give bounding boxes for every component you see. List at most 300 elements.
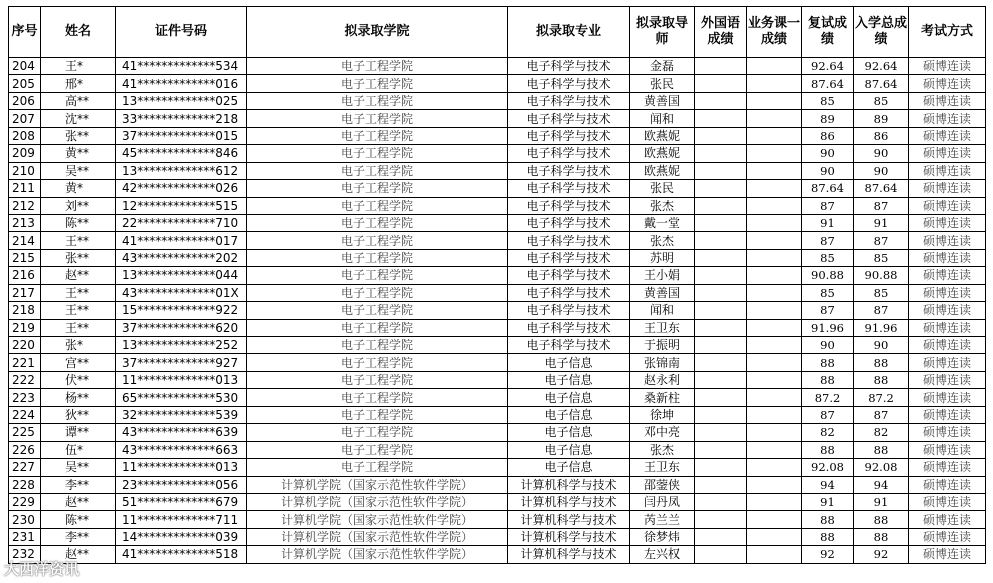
table-row bbox=[9, 337, 986, 354]
exam-type-cell: 硕博连读 bbox=[909, 371, 986, 388]
retest-score-cell: 87.64 bbox=[802, 180, 854, 197]
major-cell: 电子信息 bbox=[508, 441, 630, 458]
major-cell: 电子科学与技术 bbox=[508, 110, 630, 127]
advisor-cell: 王卫东 bbox=[630, 319, 695, 336]
name-cell: 赵** bbox=[41, 267, 116, 284]
admission-list-sheet bbox=[8, 6, 985, 564]
foreign-lang-cell bbox=[695, 441, 747, 458]
total-score-cell: 88 bbox=[854, 528, 909, 545]
serial-cell: 219 bbox=[9, 319, 41, 336]
retest-score-cell: 88 bbox=[802, 528, 854, 545]
course-one-cell bbox=[747, 441, 802, 458]
foreign-lang-cell bbox=[695, 267, 747, 284]
advisor-cell: 闻和 bbox=[630, 302, 695, 319]
course-one-cell bbox=[747, 145, 802, 162]
course-one-cell bbox=[747, 476, 802, 493]
retest-score-cell: 92.08 bbox=[802, 459, 854, 476]
id-number-cell: 15*************922 bbox=[116, 302, 247, 319]
exam-type-cell: 硕博连读 bbox=[909, 441, 986, 458]
admission-table bbox=[8, 6, 986, 564]
serial-cell: 208 bbox=[9, 127, 41, 144]
course-one-cell bbox=[747, 354, 802, 371]
serial-cell: 228 bbox=[9, 476, 41, 493]
name-cell: 邢* bbox=[41, 75, 116, 92]
advisor-cell: 苏明 bbox=[630, 249, 695, 266]
advisor-cell: 赵永利 bbox=[630, 371, 695, 388]
table-row bbox=[9, 58, 986, 75]
exam-type-cell: 硕博连读 bbox=[909, 476, 986, 493]
name-cell: 张** bbox=[41, 249, 116, 266]
college-cell: 电子工程学院 bbox=[247, 284, 508, 301]
name-cell: 狄** bbox=[41, 406, 116, 423]
header-col-foreign-lang: 外国语成绩 bbox=[695, 7, 747, 58]
foreign-lang-cell bbox=[695, 197, 747, 214]
name-cell: 黄* bbox=[41, 180, 116, 197]
header-col-course-one: 业务课一成绩 bbox=[747, 7, 802, 58]
id-number-cell: 11*************013 bbox=[116, 371, 247, 388]
id-number-cell: 51*************679 bbox=[116, 493, 247, 510]
college-cell: 电子工程学院 bbox=[247, 424, 508, 441]
retest-score-cell: 91 bbox=[802, 214, 854, 231]
header-col-college: 拟录取学院 bbox=[247, 7, 508, 58]
header-col-total: 入学总成绩 bbox=[854, 7, 909, 58]
serial-cell: 224 bbox=[9, 406, 41, 423]
foreign-lang-cell bbox=[695, 249, 747, 266]
course-one-cell bbox=[747, 284, 802, 301]
serial-cell: 212 bbox=[9, 197, 41, 214]
exam-type-cell: 硕博连读 bbox=[909, 58, 986, 75]
advisor-cell: 左兴权 bbox=[630, 546, 695, 563]
course-one-cell bbox=[747, 92, 802, 109]
total-score-cell: 92 bbox=[854, 546, 909, 563]
name-cell: 高** bbox=[41, 92, 116, 109]
serial-cell: 207 bbox=[9, 110, 41, 127]
major-cell: 电子科学与技术 bbox=[508, 214, 630, 231]
serial-cell: 205 bbox=[9, 75, 41, 92]
advisor-cell: 黄善国 bbox=[630, 284, 695, 301]
id-number-cell: 43*************663 bbox=[116, 441, 247, 458]
foreign-lang-cell bbox=[695, 284, 747, 301]
serial-cell: 226 bbox=[9, 441, 41, 458]
serial-cell: 206 bbox=[9, 92, 41, 109]
major-cell: 电子科学与技术 bbox=[508, 319, 630, 336]
foreign-lang-cell bbox=[695, 302, 747, 319]
exam-type-cell: 硕博连读 bbox=[909, 493, 986, 510]
table-row bbox=[9, 319, 986, 336]
exam-type-cell: 硕博连读 bbox=[909, 249, 986, 266]
table-body bbox=[9, 58, 986, 564]
table-row bbox=[9, 354, 986, 371]
foreign-lang-cell bbox=[695, 459, 747, 476]
foreign-lang-cell bbox=[695, 424, 747, 441]
id-number-cell: 43*************639 bbox=[116, 424, 247, 441]
total-score-cell: 90 bbox=[854, 145, 909, 162]
retest-score-cell: 92.64 bbox=[802, 58, 854, 75]
table-row bbox=[9, 145, 986, 162]
name-cell: 李** bbox=[41, 528, 116, 545]
serial-cell: 227 bbox=[9, 459, 41, 476]
table-row bbox=[9, 75, 986, 92]
course-one-cell bbox=[747, 389, 802, 406]
name-cell: 张* bbox=[41, 337, 116, 354]
major-cell: 电子科学与技术 bbox=[508, 249, 630, 266]
exam-type-cell: 硕博连读 bbox=[909, 162, 986, 179]
id-number-cell: 41*************518 bbox=[116, 546, 247, 563]
major-cell: 电子信息 bbox=[508, 459, 630, 476]
exam-type-cell: 硕博连读 bbox=[909, 180, 986, 197]
advisor-cell: 张民 bbox=[630, 180, 695, 197]
course-one-cell bbox=[747, 197, 802, 214]
watermark-text: 大西洋资讯 bbox=[4, 560, 80, 578]
college-cell: 电子工程学院 bbox=[247, 162, 508, 179]
retest-score-cell: 90 bbox=[802, 337, 854, 354]
header-col-retest: 复试成绩 bbox=[802, 7, 854, 58]
course-one-cell bbox=[747, 75, 802, 92]
foreign-lang-cell bbox=[695, 232, 747, 249]
id-number-cell: 12*************515 bbox=[116, 197, 247, 214]
total-score-cell: 87 bbox=[854, 406, 909, 423]
retest-score-cell: 87 bbox=[802, 197, 854, 214]
name-cell: 吴** bbox=[41, 162, 116, 179]
name-cell: 王** bbox=[41, 319, 116, 336]
name-cell: 谭** bbox=[41, 424, 116, 441]
table-row bbox=[9, 371, 986, 388]
name-cell: 伏** bbox=[41, 371, 116, 388]
serial-cell: 204 bbox=[9, 58, 41, 75]
major-cell: 计算机科学与技术 bbox=[508, 493, 630, 510]
college-cell: 电子工程学院 bbox=[247, 180, 508, 197]
exam-type-cell: 硕博连读 bbox=[909, 214, 986, 231]
advisor-cell: 徐梦炜 bbox=[630, 528, 695, 545]
id-number-cell: 41*************016 bbox=[116, 75, 247, 92]
retest-score-cell: 87 bbox=[802, 406, 854, 423]
major-cell: 电子科学与技术 bbox=[508, 75, 630, 92]
foreign-lang-cell bbox=[695, 354, 747, 371]
exam-type-cell: 硕博连读 bbox=[909, 75, 986, 92]
advisor-cell: 黄善国 bbox=[630, 92, 695, 109]
advisor-cell: 王小娟 bbox=[630, 267, 695, 284]
table-row bbox=[9, 459, 986, 476]
retest-score-cell: 88 bbox=[802, 371, 854, 388]
table-row bbox=[9, 180, 986, 197]
serial-cell: 211 bbox=[9, 180, 41, 197]
table-row bbox=[9, 92, 986, 109]
course-one-cell bbox=[747, 162, 802, 179]
foreign-lang-cell bbox=[695, 110, 747, 127]
total-score-cell: 85 bbox=[854, 284, 909, 301]
header-col-name: 姓名 bbox=[41, 7, 116, 58]
retest-score-cell: 91.96 bbox=[802, 319, 854, 336]
id-number-cell: 37*************015 bbox=[116, 127, 247, 144]
advisor-cell: 桑新柱 bbox=[630, 389, 695, 406]
retest-score-cell: 82 bbox=[802, 424, 854, 441]
foreign-lang-cell bbox=[695, 406, 747, 423]
foreign-lang-cell bbox=[695, 389, 747, 406]
id-number-cell: 42*************026 bbox=[116, 180, 247, 197]
exam-type-cell: 硕博连读 bbox=[909, 511, 986, 528]
college-cell: 电子工程学院 bbox=[247, 354, 508, 371]
exam-type-cell: 硕博连读 bbox=[909, 528, 986, 545]
major-cell: 电子科学与技术 bbox=[508, 162, 630, 179]
header-col-exam-type: 考试方式 bbox=[909, 7, 986, 58]
course-one-cell bbox=[747, 319, 802, 336]
retest-score-cell: 92 bbox=[802, 546, 854, 563]
major-cell: 电子科学与技术 bbox=[508, 232, 630, 249]
course-one-cell bbox=[747, 180, 802, 197]
advisor-cell: 张杰 bbox=[630, 441, 695, 458]
id-number-cell: 22*************710 bbox=[116, 214, 247, 231]
foreign-lang-cell bbox=[695, 58, 747, 75]
college-cell: 计算机学院（国家示范性软件学院） bbox=[247, 493, 508, 510]
college-cell: 电子工程学院 bbox=[247, 441, 508, 458]
header-col-major: 拟录取专业 bbox=[508, 7, 630, 58]
retest-score-cell: 86 bbox=[802, 127, 854, 144]
exam-type-cell: 硕博连读 bbox=[909, 145, 986, 162]
total-score-cell: 92.08 bbox=[854, 459, 909, 476]
major-cell: 电子信息 bbox=[508, 371, 630, 388]
table-row bbox=[9, 232, 986, 249]
major-cell: 计算机科学与技术 bbox=[508, 511, 630, 528]
serial-cell: 215 bbox=[9, 249, 41, 266]
exam-type-cell: 硕博连读 bbox=[909, 92, 986, 109]
advisor-cell: 欧燕妮 bbox=[630, 127, 695, 144]
id-number-cell: 45*************846 bbox=[116, 145, 247, 162]
total-score-cell: 91 bbox=[854, 214, 909, 231]
advisor-cell: 欧燕妮 bbox=[630, 162, 695, 179]
name-cell: 王* bbox=[41, 58, 116, 75]
table-row bbox=[9, 127, 986, 144]
total-score-cell: 90 bbox=[854, 337, 909, 354]
college-cell: 电子工程学院 bbox=[247, 58, 508, 75]
total-score-cell: 87.2 bbox=[854, 389, 909, 406]
table-row bbox=[9, 493, 986, 510]
course-one-cell bbox=[747, 249, 802, 266]
total-score-cell: 87 bbox=[854, 232, 909, 249]
id-number-cell: 41*************534 bbox=[116, 58, 247, 75]
advisor-cell: 芮兰兰 bbox=[630, 511, 695, 528]
id-number-cell: 13*************025 bbox=[116, 92, 247, 109]
table-row bbox=[9, 546, 986, 563]
total-score-cell: 91.96 bbox=[854, 319, 909, 336]
table-row bbox=[9, 441, 986, 458]
total-score-cell: 87.64 bbox=[854, 180, 909, 197]
exam-type-cell: 硕博连读 bbox=[909, 389, 986, 406]
course-one-cell bbox=[747, 214, 802, 231]
course-one-cell bbox=[747, 337, 802, 354]
total-score-cell: 92.64 bbox=[854, 58, 909, 75]
major-cell: 计算机科学与技术 bbox=[508, 528, 630, 545]
id-number-cell: 11*************013 bbox=[116, 459, 247, 476]
id-number-cell: 37*************620 bbox=[116, 319, 247, 336]
name-cell: 陈** bbox=[41, 214, 116, 231]
major-cell: 电子科学与技术 bbox=[508, 180, 630, 197]
id-number-cell: 43*************202 bbox=[116, 249, 247, 266]
advisor-cell: 欧燕妮 bbox=[630, 145, 695, 162]
total-score-cell: 90 bbox=[854, 162, 909, 179]
total-score-cell: 88 bbox=[854, 511, 909, 528]
header-col-serial: 序号 bbox=[9, 7, 41, 58]
name-cell: 宫** bbox=[41, 354, 116, 371]
serial-cell: 230 bbox=[9, 511, 41, 528]
exam-type-cell: 硕博连读 bbox=[909, 459, 986, 476]
retest-score-cell: 87.2 bbox=[802, 389, 854, 406]
total-score-cell: 86 bbox=[854, 127, 909, 144]
retest-score-cell: 91 bbox=[802, 493, 854, 510]
exam-type-cell: 硕博连读 bbox=[909, 424, 986, 441]
serial-cell: 220 bbox=[9, 337, 41, 354]
exam-type-cell: 硕博连读 bbox=[909, 197, 986, 214]
retest-score-cell: 85 bbox=[802, 249, 854, 266]
college-cell: 电子工程学院 bbox=[247, 302, 508, 319]
college-cell: 电子工程学院 bbox=[247, 110, 508, 127]
college-cell: 计算机学院（国家示范性软件学院） bbox=[247, 546, 508, 563]
advisor-cell: 张杰 bbox=[630, 232, 695, 249]
advisor-cell: 于振明 bbox=[630, 337, 695, 354]
retest-score-cell: 88 bbox=[802, 441, 854, 458]
advisor-cell: 闫丹凤 bbox=[630, 493, 695, 510]
college-cell: 电子工程学院 bbox=[247, 459, 508, 476]
retest-score-cell: 89 bbox=[802, 110, 854, 127]
foreign-lang-cell bbox=[695, 511, 747, 528]
foreign-lang-cell bbox=[695, 92, 747, 109]
major-cell: 电子科学与技术 bbox=[508, 284, 630, 301]
serial-cell: 229 bbox=[9, 493, 41, 510]
name-cell: 赵** bbox=[41, 493, 116, 510]
serial-cell: 225 bbox=[9, 424, 41, 441]
exam-type-cell: 硕博连读 bbox=[909, 354, 986, 371]
foreign-lang-cell bbox=[695, 180, 747, 197]
exam-type-cell: 硕博连读 bbox=[909, 110, 986, 127]
table-row bbox=[9, 528, 986, 545]
major-cell: 电子科学与技术 bbox=[508, 127, 630, 144]
retest-score-cell: 85 bbox=[802, 284, 854, 301]
college-cell: 电子工程学院 bbox=[247, 145, 508, 162]
retest-score-cell: 90 bbox=[802, 145, 854, 162]
college-cell: 电子工程学院 bbox=[247, 92, 508, 109]
name-cell: 王** bbox=[41, 232, 116, 249]
retest-score-cell: 85 bbox=[802, 92, 854, 109]
advisor-cell: 王卫东 bbox=[630, 459, 695, 476]
table-row bbox=[9, 110, 986, 127]
college-cell: 电子工程学院 bbox=[247, 127, 508, 144]
id-number-cell: 13*************612 bbox=[116, 162, 247, 179]
major-cell: 电子信息 bbox=[508, 406, 630, 423]
name-cell: 王** bbox=[41, 284, 116, 301]
total-score-cell: 87.64 bbox=[854, 75, 909, 92]
retest-score-cell: 90 bbox=[802, 162, 854, 179]
serial-cell: 213 bbox=[9, 214, 41, 231]
major-cell: 电子科学与技术 bbox=[508, 337, 630, 354]
table-row bbox=[9, 249, 986, 266]
exam-type-cell: 硕博连读 bbox=[909, 546, 986, 563]
college-cell: 电子工程学院 bbox=[247, 319, 508, 336]
college-cell: 电子工程学院 bbox=[247, 371, 508, 388]
serial-cell: 210 bbox=[9, 162, 41, 179]
foreign-lang-cell bbox=[695, 127, 747, 144]
serial-cell: 221 bbox=[9, 354, 41, 371]
serial-cell: 218 bbox=[9, 302, 41, 319]
advisor-cell: 邵蓥侠 bbox=[630, 476, 695, 493]
college-cell: 计算机学院（国家示范性软件学院） bbox=[247, 528, 508, 545]
table-row bbox=[9, 406, 986, 423]
advisor-cell: 张杰 bbox=[630, 197, 695, 214]
total-score-cell: 89 bbox=[854, 110, 909, 127]
course-one-cell bbox=[747, 127, 802, 144]
id-number-cell: 33*************218 bbox=[116, 110, 247, 127]
course-one-cell bbox=[747, 528, 802, 545]
header-col-id: 证件号码 bbox=[116, 7, 247, 58]
advisor-cell: 张民 bbox=[630, 75, 695, 92]
total-score-cell: 88 bbox=[854, 354, 909, 371]
id-number-cell: 65*************530 bbox=[116, 389, 247, 406]
advisor-cell: 张锦南 bbox=[630, 354, 695, 371]
course-one-cell bbox=[747, 267, 802, 284]
college-cell: 电子工程学院 bbox=[247, 249, 508, 266]
id-number-cell: 14*************039 bbox=[116, 528, 247, 545]
major-cell: 计算机科学与技术 bbox=[508, 476, 630, 493]
table-row bbox=[9, 162, 986, 179]
college-cell: 电子工程学院 bbox=[247, 406, 508, 423]
foreign-lang-cell bbox=[695, 337, 747, 354]
course-one-cell bbox=[747, 302, 802, 319]
retest-score-cell: 94 bbox=[802, 476, 854, 493]
serial-cell: 223 bbox=[9, 389, 41, 406]
name-cell: 杨** bbox=[41, 389, 116, 406]
major-cell: 电子科学与技术 bbox=[508, 267, 630, 284]
table-row bbox=[9, 284, 986, 301]
exam-type-cell: 硕博连读 bbox=[909, 319, 986, 336]
major-cell: 电子科学与技术 bbox=[508, 92, 630, 109]
retest-score-cell: 88 bbox=[802, 354, 854, 371]
serial-cell: 222 bbox=[9, 371, 41, 388]
foreign-lang-cell bbox=[695, 75, 747, 92]
retest-score-cell: 88 bbox=[802, 511, 854, 528]
major-cell: 电子科学与技术 bbox=[508, 197, 630, 214]
total-score-cell: 82 bbox=[854, 424, 909, 441]
name-cell: 赵** bbox=[41, 546, 116, 563]
id-number-cell: 37*************927 bbox=[116, 354, 247, 371]
course-one-cell bbox=[747, 511, 802, 528]
advisor-cell: 闻和 bbox=[630, 110, 695, 127]
total-score-cell: 87 bbox=[854, 302, 909, 319]
advisor-cell: 邓中亮 bbox=[630, 424, 695, 441]
name-cell: 吴** bbox=[41, 459, 116, 476]
foreign-lang-cell bbox=[695, 493, 747, 510]
college-cell: 电子工程学院 bbox=[247, 232, 508, 249]
course-one-cell bbox=[747, 424, 802, 441]
retest-score-cell: 87 bbox=[802, 302, 854, 319]
exam-type-cell: 硕博连读 bbox=[909, 337, 986, 354]
foreign-lang-cell bbox=[695, 319, 747, 336]
course-one-cell bbox=[747, 371, 802, 388]
total-score-cell: 90.88 bbox=[854, 267, 909, 284]
serial-cell: 216 bbox=[9, 267, 41, 284]
table-row bbox=[9, 424, 986, 441]
name-cell: 刘** bbox=[41, 197, 116, 214]
advisor-cell: 徐坤 bbox=[630, 406, 695, 423]
exam-type-cell: 硕博连读 bbox=[909, 127, 986, 144]
table-row bbox=[9, 302, 986, 319]
foreign-lang-cell bbox=[695, 371, 747, 388]
id-number-cell: 43*************01X bbox=[116, 284, 247, 301]
course-one-cell bbox=[747, 406, 802, 423]
table-row bbox=[9, 511, 986, 528]
foreign-lang-cell bbox=[695, 528, 747, 545]
id-number-cell: 13*************252 bbox=[116, 337, 247, 354]
course-one-cell bbox=[747, 58, 802, 75]
major-cell: 电子科学与技术 bbox=[508, 145, 630, 162]
table-row bbox=[9, 267, 986, 284]
